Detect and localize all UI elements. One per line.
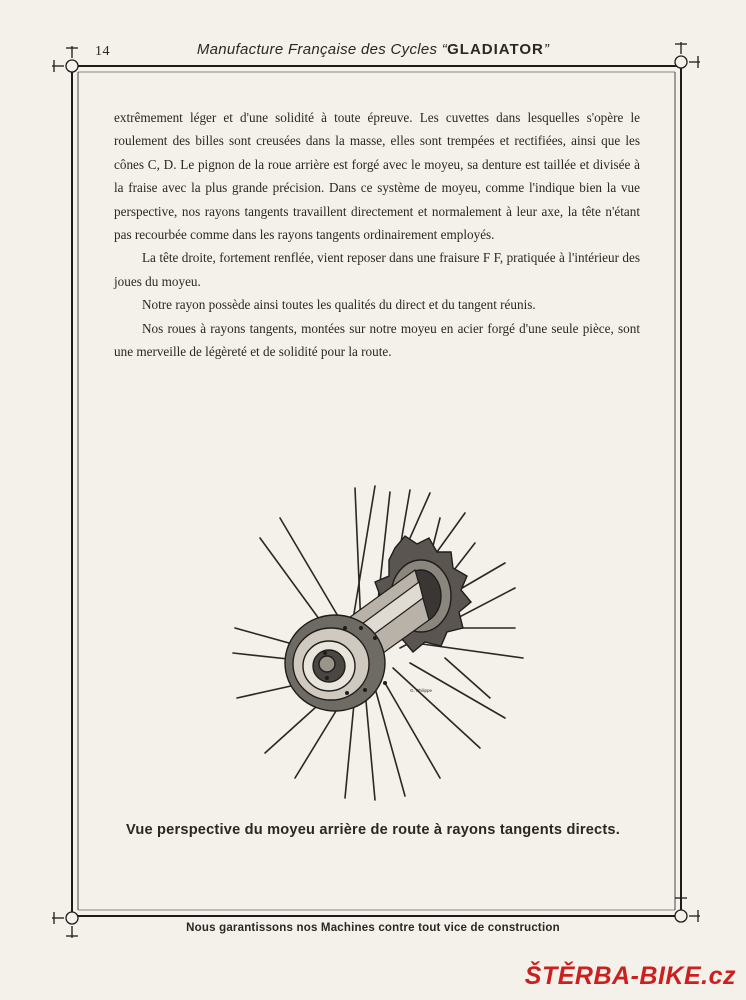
engraver-signature: G. Philippe — [410, 688, 433, 693]
watermark-suffix: -BIKE.cz — [630, 962, 736, 990]
body-text — [114, 106, 640, 363]
footer-guarantee: Nous garantissons nos Machines contre tout vice de construction — [186, 922, 560, 934]
watermark-main: ŠTĚRBA — [524, 962, 631, 990]
paragraph: Notre rayon possède ainsi toutes les qualités du direct et du tangent réunis. — [142, 297, 536, 313]
figure-caption: Vue perspective du moyeu arrière de route à rayons tangents directs. — [125, 822, 620, 838]
hub-illustration — [225, 478, 535, 803]
header-brand: GLADIATOR — [447, 41, 544, 58]
paragraph: extrêmement léger et d'une solidité à toute épreuve. Les cuvettes dans lesquelles s'opère le roulement des billes sont creusées dans la masse, elles sont trempées et rectifiées, ainsi que les cônes C, D. Le pignon de la roue arrière est forgé avec le moyeu, sa denture est taillée et divisée à la fraise avec la plus grande précision. Dans ce système de moyeu, comme l'indique bien la vue perspective, nos rayons tangents travaillent directement et normalement à leur axe, la tête n'étant pas recourbée comme dans les rayons tangents ordinairement employés. — [114, 110, 640, 243]
paragraph: Nos roues à rayons tangents, montées sur notre moyeu en acier forgé d'une seule pièce, sont une merveille de légèreté et de solidité pour la route. — [114, 320, 640, 360]
header-title-suffix: ” — [543, 41, 550, 58]
watermark-logo — [525, 962, 736, 991]
hub-flange — [285, 615, 385, 711]
running-header — [0, 41, 746, 58]
paragraph: La tête droite, fortement renflée, vient reposer dans une fraisure F F, pratiquée à l'intérieur des joues du moyeu. — [114, 250, 640, 289]
page-number: 14 — [95, 44, 110, 59]
header-title-prefix: Manufacture Française des Cycles “ — [196, 41, 448, 58]
corner-ornament-bottom-right — [675, 896, 700, 922]
